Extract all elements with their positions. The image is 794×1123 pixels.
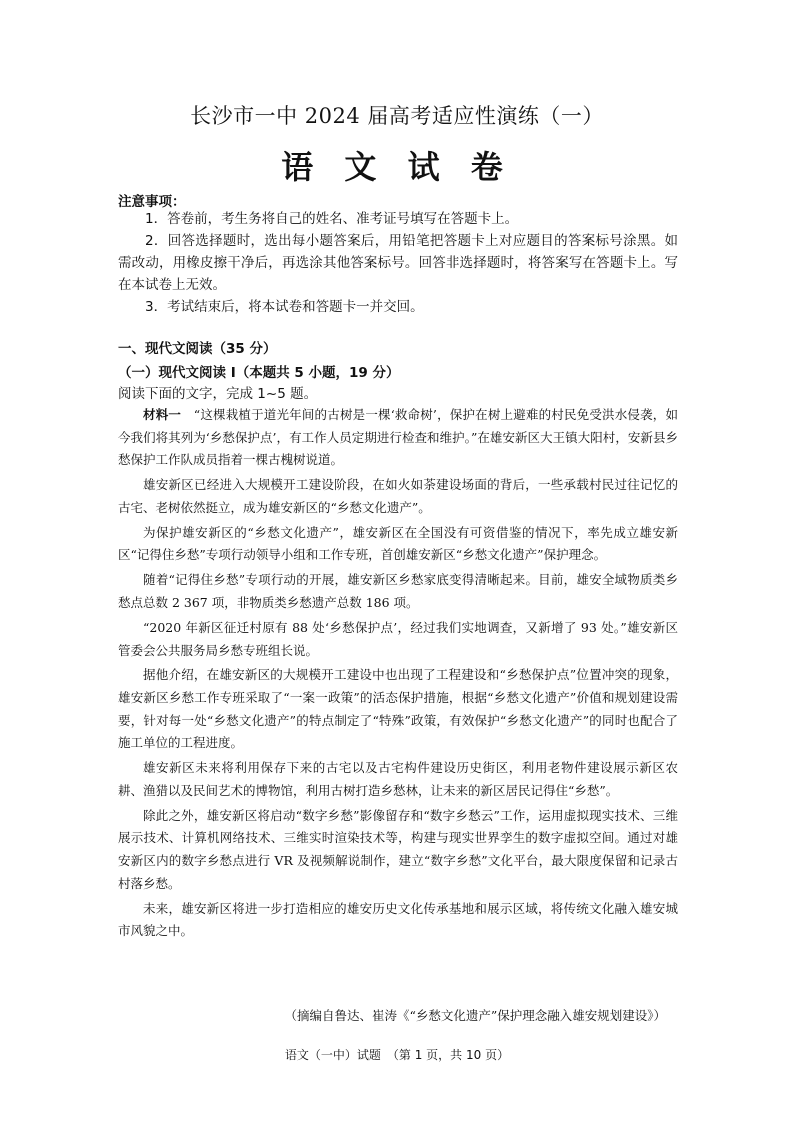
material-label: 材料一 [143,407,182,422]
page-footer: 语文（一中）试题 （第 1 页，共 10 页） [284,1048,510,1062]
material-paragraph: 随着“记得住乡愁”专项行动的开展，雄安新区乡愁家底变得清晰起来。目前，雄安全域物质类乡愁点总数 2 367 项，非物质类乡愁遗产总数 186 项。 [118,572,678,610]
material-paragraph: 除此之外，雄安新区将启动“数字乡愁”影像留存和“数字乡愁云”工作，运用虚拟现实技术、三维展示技术、计算机网络技术、三维实时渲染技术等，构建与现实世界孪生的数字虚拟空间。通过对雄安新区内的数字乡愁点进行 VR 及视频解说制作，建立“数字乡愁”文化平台，最大限度保留和记录古村落乡愁。 [118,807,678,891]
material-paragraph: 未来，雄安新区将进一步打造相应的雄安历史文化传承基地和展示区域，将传统文化融入雄安城市风貌之中。 [118,900,678,939]
notice-item: 3．考试结束后，将本试卷和答题卡一并交回。 [145,299,424,315]
material-paragraph: 据他介绍，在雄安新区的大规模开工建设中也出现了工程建设和“乡愁保护点”位置冲突的现象，雄安新区乡愁工作专班采取了“一案一政策”的活态保护措施，根据“乡愁文化遗产”价值和规划建设需要，针对每一处“乡愁文化遗产”的特点制定了“特殊”政策，有效保护“乡愁文化遗产”的同时也配合了施工单位的工程进度。 [118,667,678,751]
section-heading: 一、现代文阅读（35 分） [118,341,277,357]
notice-item: 1．答卷前，考生务将自己的姓名、准考证号填写在答题卡上。 [145,211,519,227]
material-paragraph: 雄安新区未来将利用保存下来的古宅以及古宅构件建设历史街区，利用老物件建设展示新区农耕、渔猎以及民间艺术的博物馆，利用古树打造乡愁林，让未来的新区居民记得住“乡愁”。 [118,760,678,798]
material-source: （摘编自鲁达、崔涛《“乡愁文化遗产”保护理念融入雄安规划建设》） [284,1008,666,1023]
notice-item: 2．回答选择题时，选出每小题答案后，用铅笔把答题卡上对应题目的答案标号涂黑。如需改动，用橡皮擦干净后，再选涂其他答案标号。回答非选择题时，将答案写在答题卡上。写在本试卷上无效。 [118,233,678,293]
exam-title: 长沙市一中 2024 届高考适应性演练（一） [190,104,604,128]
material-paragraph [118,404,678,472]
material-text: “这棵栽植于道光年间的古树是一棵‘救命树’，保护在树上避难的村民免受洪水侵袭，如今我们将其列为‘乡愁保护点’，有工作人员定期进行检查和维护。”在雄安新区大王镇大阳村，安新县乡愁保护工作队成员指着一棵古槐树说道。 [118,407,678,468]
subject-title: 语 文 试 卷 [281,148,513,186]
subsection-heading: （一）现代文阅读 I（本题共 5 小题，19 分） [118,365,400,381]
reading-instruction: 阅读下面的文字，完成 1~5 题。 [118,386,318,402]
material-paragraph: 为保护雄安新区的“乡愁文化遗产”，雄安新区在全国没有可资借鉴的情况下，率先成立雄安新区“记得住乡愁”专项行动领导小组和工作专班，首创雄安新区“乡愁文化遗产”保护理念。 [118,524,678,563]
reading-material [118,404,678,945]
notice-list [118,208,678,318]
material-paragraph: “2020 年新区征迁村原有 88 处‘乡愁保护点’，经过我们实地调查，又新增了 93 处。”雄安新区管委会公共服务局乡愁专班组长说。 [118,619,678,658]
notice-heading: 注意事项： [118,194,186,210]
material-paragraph: 雄安新区已经进入大规模开工建设阶段，在如火如荼建设场面的背后，一些承载村民过往记忆的古宅、老树依然挺立，成为雄安新区的“乡愁文化遗产”。 [118,477,678,515]
